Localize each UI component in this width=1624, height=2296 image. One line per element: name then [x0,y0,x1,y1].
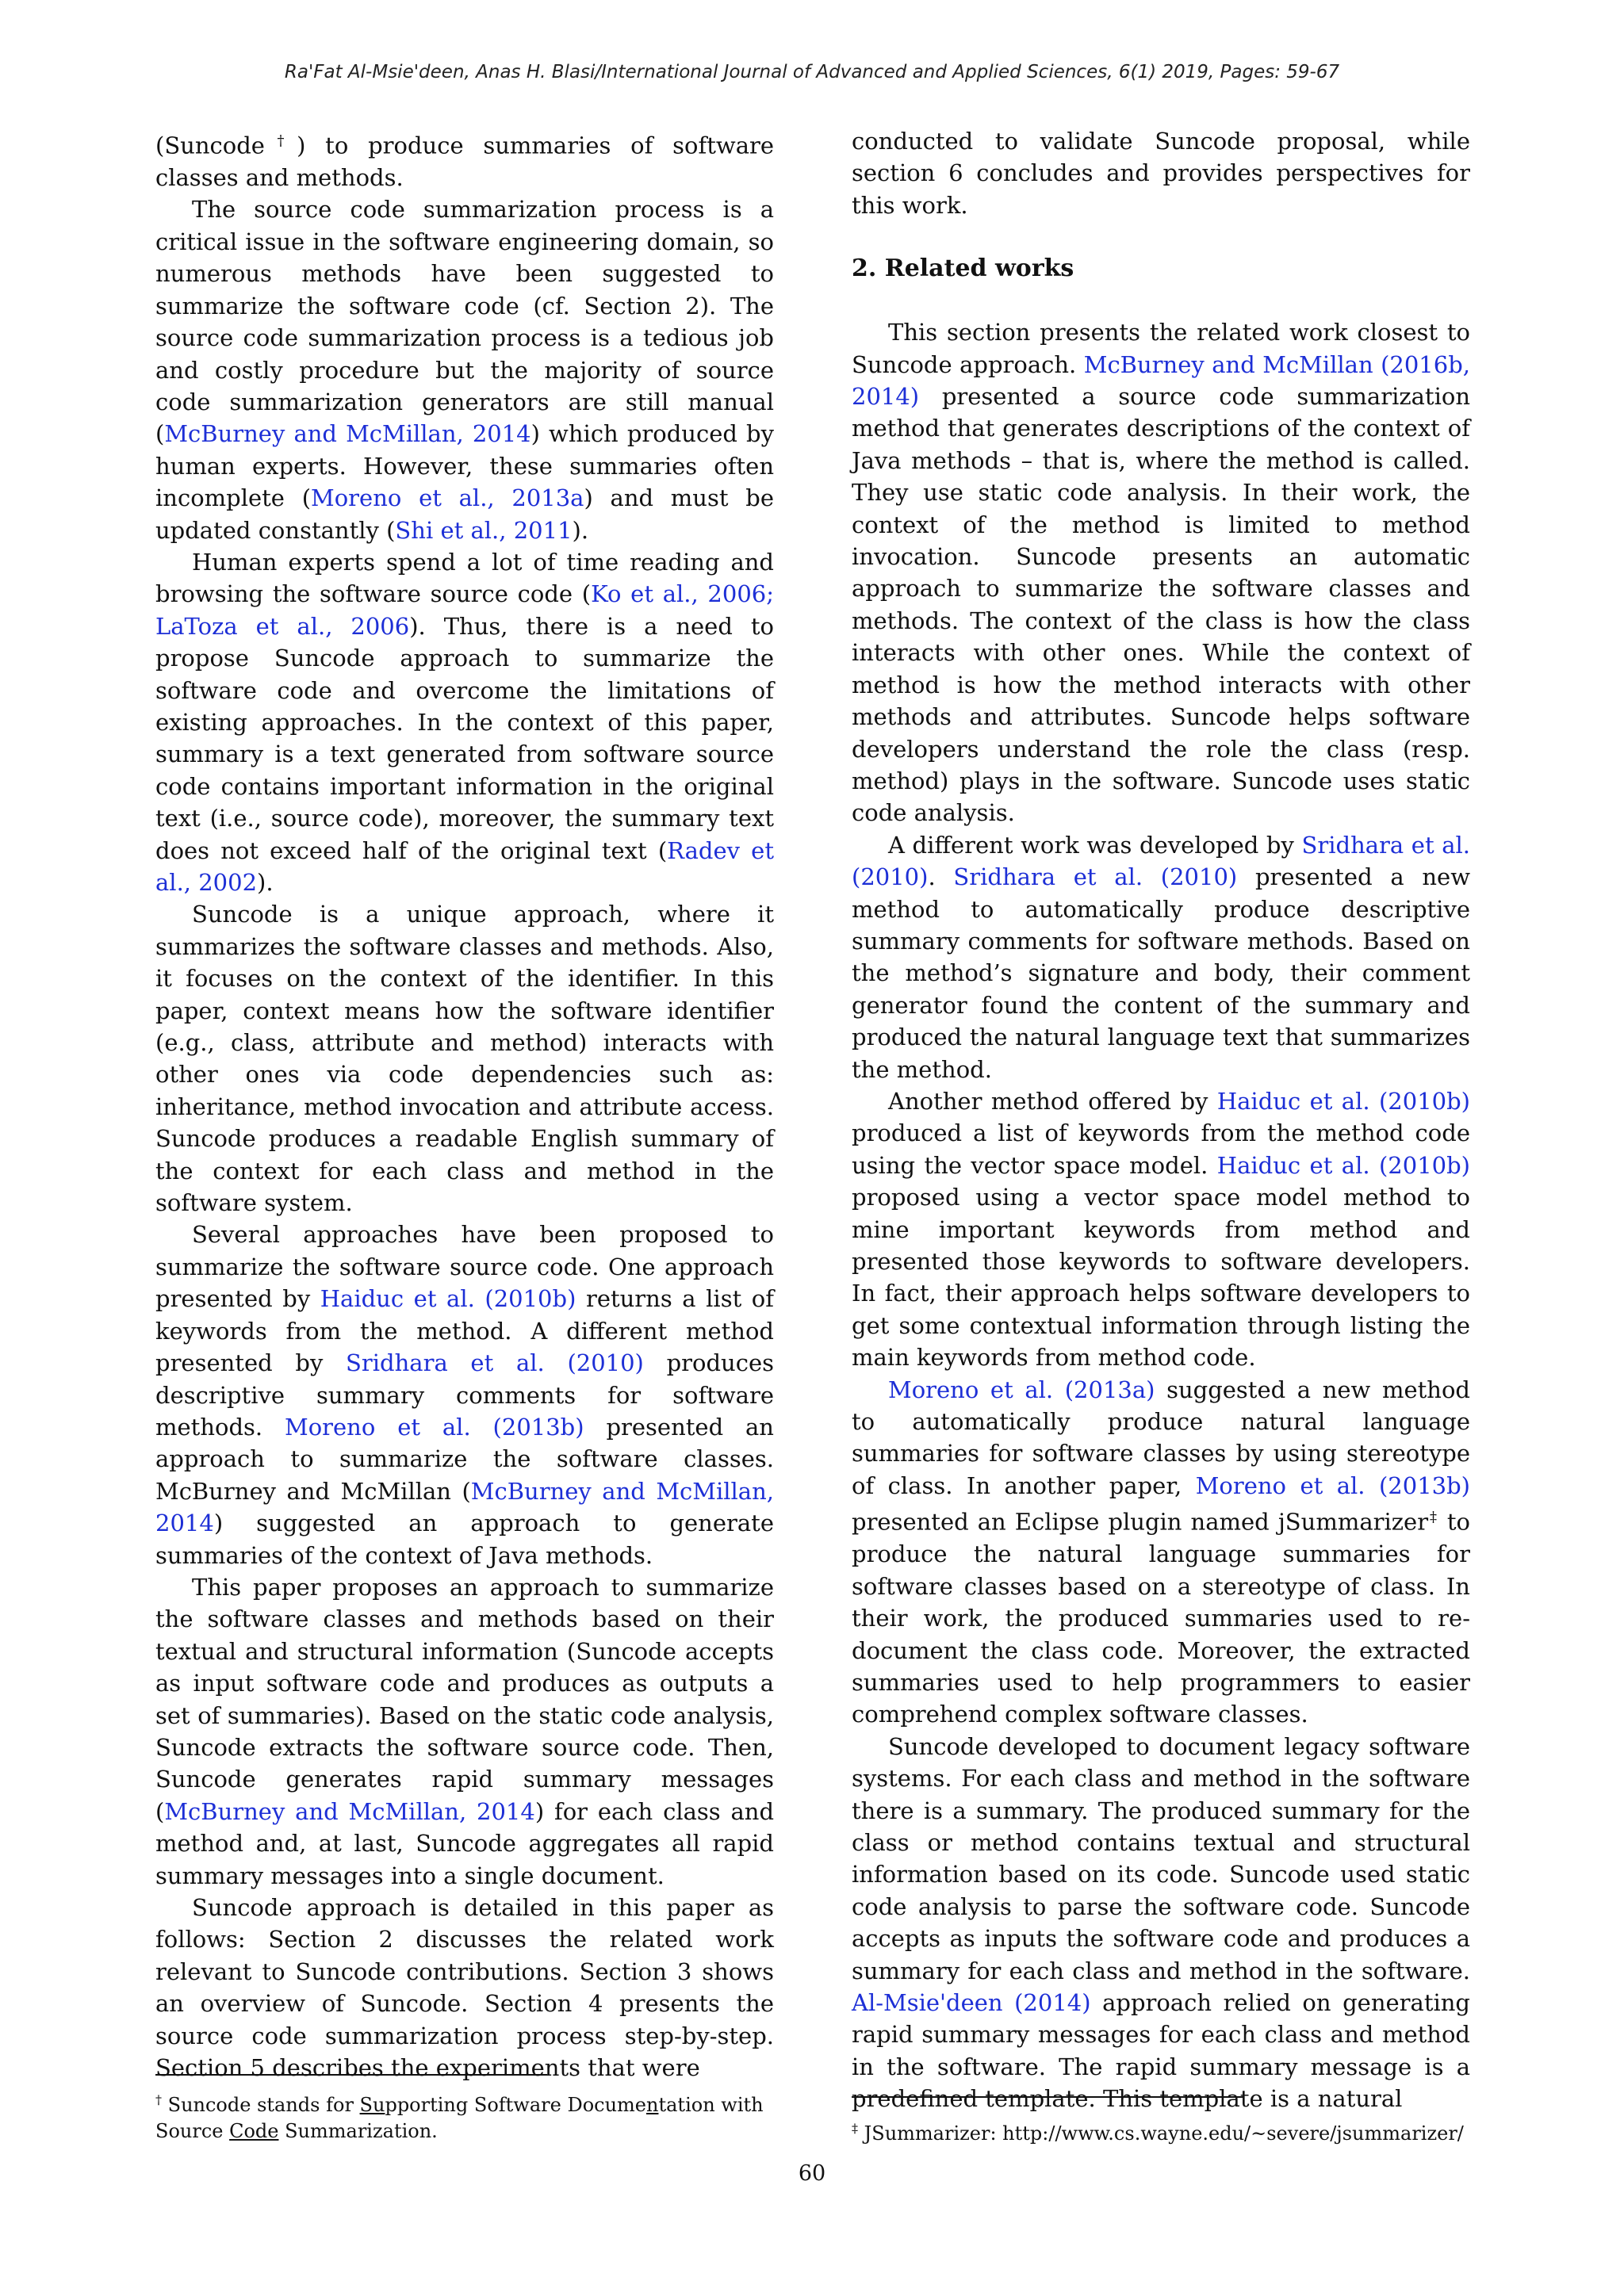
text: Suncode stands for [162,2094,360,2116]
citation-link[interactable]: Moreno et al. (2013b) [1195,1471,1470,1499]
text: produces descriptive summary comments for software methods. [155,1349,774,1441]
text: returns a list of keywords from the method. A different method presented by [155,1285,774,1377]
text: Several approaches have been proposed to summarize the software source code. One approach presented by [155,1221,774,1313]
citation-link[interactable]: Haiduc et al. (2010b) [1216,1087,1470,1115]
text: suggested a new method to automatically produce natural language summaries for software classes by using stereotype of class. In another paper, [852,1376,1470,1499]
citation-link[interactable]: McBurney and McMillan (2016b, 2014) [852,350,1470,411]
citation-link[interactable]: Moreno et al., 2013a [311,484,584,512]
citation-link[interactable]: Ko et al., 2006; LaToza et al., 2006 [155,580,775,640]
paragraph [852,1731,1470,2115]
section-heading: 2. Related works [852,254,1074,283]
footnote-right [852,2115,1470,2147]
text: ) to produce summaries of software classes and methods. [155,132,775,192]
text: approach relied on generating rapid summary messages for each class and method in the software. The rapid summary message is a predefined template. This template is a natural [852,1989,1470,2113]
text: ). Thus, there is a need to propose Suncode approach to summarize the software code and overcome the limitations of existing approaches. In the context of this paper, summary is a text generated from software source code contains important information in the original text (i.e., source code), moreover, the summary text does not exceed half of the original text ( [155,612,774,864]
text: ). [572,516,589,544]
right-column [852,125,1470,2115]
text: presented an Eclipse plugin named jSummarizer [852,1508,1429,1536]
text: Code [229,2120,279,2142]
footnote-mark: † [155,2092,162,2107]
text: JSummarizer: http://www.cs.wayne.edu/~severe/jsummarizer/ [858,2122,1464,2145]
citation-link[interactable]: McBurney and McMillan, 2014 [155,1477,774,1537]
paragraph [155,125,774,193]
footnote-mark: ‡ [852,2121,858,2136]
paragraph [155,1571,774,1892]
paragraph [852,316,1470,829]
paragraph: Suncode approach is detailed in this paper as follows: Section 2 discusses the related work relevant to Suncode contributions. Section 3 shows an overview of Suncode. Section 4 presents the source code summarization process step-by-step. Section 5 describes the experiments that were [155,1894,774,2082]
citation-link[interactable]: Sridhara et al. (2010) [953,863,1238,891]
footnote-text [852,2115,1470,2147]
footnote-marker[interactable]: ‡ [1428,1509,1438,1526]
footnote-left [155,2087,774,2145]
text: Su [359,2094,385,2116]
text: produced a list of keywords from the method code using the vector space model. [852,1119,1470,1179]
text: This paper proposes an approach to summarize the software classes and methods based on their textual and structural information (Suncode accepts as input software code and produces as outputs a set of summaries). Based on the static code analysis, Suncode extracts the software source code. Then, Suncode generates rapid summary messages ( [155,1573,774,1825]
citation-link[interactable]: Shi et al., 2011 [395,516,573,544]
footnote-text [155,2087,774,2145]
text: This section presents the related work closest to Suncode approach. [852,319,1470,378]
text: ) which produced by human experts. However, these summaries often incomplete ( [155,420,774,512]
text: proposed using a vector space model method to mine important keywords from method and presented those keywords to software developers. In fact, their approach helps software developers to get some contextual information through listing the main keywords from method code. [852,1184,1470,1372]
citation-link[interactable]: Sridhara et al. (2010) [346,1349,644,1377]
running-header: Ra'Fat Al-Msie'deen, Anas H. Blasi/International Journal of Advanced and Applied Sciences, 6(1) 2019, Pages: 59-67 [284,62,1340,82]
text: n [646,2094,659,2116]
citation-link[interactable]: Moreno et al. (2013b) [285,1413,584,1441]
text: pporting Software Docume [385,2094,646,2116]
paragraph: Suncode is a unique approach, where it summarizes the software classes and methods. Also, it focuses on the context of the identifier. In this paper, context means how the software identifier (e.g., class, attribute and method) interacts with other ones via code dependencies such as: inheritance, method invocation and attribute access. Suncode produces a readable English summary of the context for each class and method in the software system. [155,901,774,1217]
paragraph: conducted to validate Suncode proposal, while section 6 concludes and provides perspectives for this work. [852,128,1470,219]
text: presented a source code summarization method that generates descriptions of the context of Java methods – that is, where the method is called. They use static code analysis. In their work, the context of the method is limited to method invocation. Suncode presents an automatic approach to summarize the software classes and methods. The context of the class is how the class interacts with other ones. While the context of method is how the method interacts with other methods and attributes. Suncode helps software developers understand the role the class (resp. method) plays in the software. Suncode uses static code analysis. [852,383,1470,827]
footnote-divider [155,2074,547,2076]
text: Suncode developed to document legacy software systems. For each class and method in the software there is a summary. The produced summary for the class or method contains textual and structural information based on its code. Suncode used static code analysis to parse the software code. Suncode accepts as inputs the software code and produces a summary for each class and method in the software. [852,1732,1470,1984]
paragraph [155,193,774,545]
text: Human experts spend a lot of time reading and browsing the software source code ( [155,548,774,608]
left-column [155,125,774,2084]
text: Summarization. [278,2120,438,2142]
page-number: 60 [798,2161,826,2186]
text: presented an approach to summarize the software classes. McBurney and McMillan ( [155,1413,774,1505]
paragraph [155,1219,774,1571]
paragraph [852,1374,1470,1731]
text: A different work was developed by [888,831,1302,859]
paragraph [852,1085,1470,1374]
citation-link[interactable]: Moreno et al. (2013a) [888,1376,1155,1403]
text: tation with Source [155,2094,764,2142]
citation-link[interactable]: McBurney and McMillan, 2014 [164,420,531,448]
text: (Suncode [155,132,265,159]
text: ). [257,869,274,896]
citation-link[interactable]: Radev et al., 2002 [155,836,774,896]
text: Another method offered by [888,1087,1217,1115]
paragraph [155,546,774,898]
citation-link[interactable]: Haiduc et al. (2010b) [1216,1151,1470,1179]
footnote-marker[interactable]: † [264,132,297,149]
text: to produce the natural language summaries for software classes based on a stereotype of class. In their work, the produced summaries used to re-document the class code. Moreover, the extracted summaries used to help programmers to easier comprehend complex software classes. [852,1508,1470,1728]
citation-link[interactable]: Haiduc et al. (2010b) [320,1285,576,1313]
text: . [928,863,954,891]
text: ) for each class and method and, at last, Suncode aggregates all rapid summary messages into a single document. [155,1797,775,1889]
text: The source code summarization process is a critical issue in the software engineering domain, so numerous methods have been suggested to summarize the software code (cf. Section 2). The source code summarization process is a tedious job and costly procedure but the majority of source code summarization generators are still manual ( [155,196,774,448]
text: presented a new method to automatically produce descriptive summary comments for software methods. Based on the method’s signature and body, their comment generator found the content of the summary and produced the natural language text that summarizes the method. [852,863,1471,1083]
paragraph [852,829,1470,1085]
citation-link[interactable]: Al-Msie'deen (2014) [852,1989,1091,2016]
citation-link[interactable]: McBurney and McMillan, 2014 [164,1797,535,1825]
citation-link[interactable]: Sridhara et al. (2010) [852,831,1470,891]
text: ) and must be updated constantly ( [155,484,774,544]
footnote-divider [852,2096,1243,2098]
text: ) suggested an approach to generate summaries of the context of Java methods. [155,1510,774,1569]
